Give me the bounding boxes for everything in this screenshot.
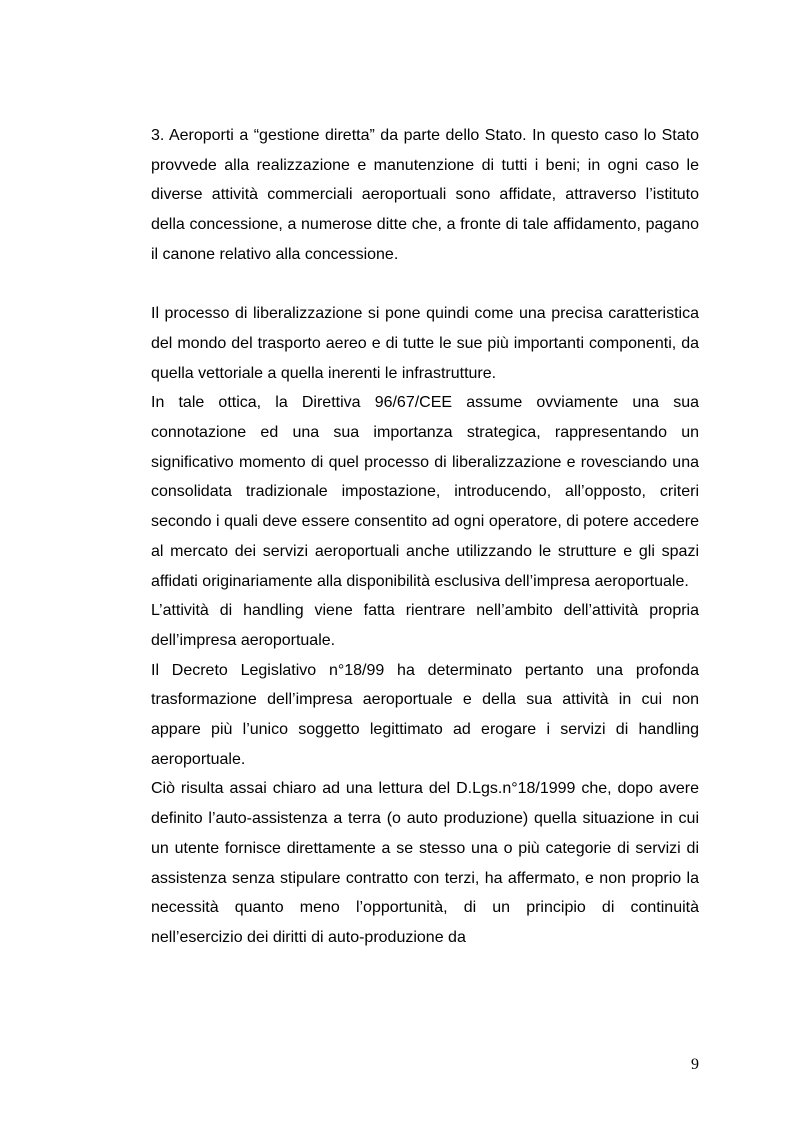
page-body bbox=[151, 121, 699, 953]
paragraph-self-handling: Ciò risulta assai chiaro ad una lettura del D.Lgs.n°18/1999 che, dopo avere definito l’auto-assistenza a terra (o auto produzione) quella situazione in cui un utente fornisce direttamente a se stesso una o più categorie di servizi di assistenza senza stipulare contratto con terzi, ha affermato, e non proprio la necessità quanto meno l’opportunità, di un principio di continuità nell’esercizio dei diritti di auto-produzione da bbox=[151, 780, 699, 946]
paragraph-state-airports: 3. Aeroporti a “gestione diretta” da parte dello Stato. In questo caso lo Stato provvede alla realizzazione e manutenzione di tutti i beni; in ogni caso le diverse attività commerciali aeroportuali sono affidate, attraverso l’istituto della concessione, a numerose ditte che, a fronte di tale affidamento, pagano il canone relativo alla concessione. bbox=[151, 127, 699, 263]
paragraph-decree: Il Decreto Legislativo n°18/99 ha determinato pertanto una profonda trasformazione dell’impresa aeroportuale e della sua attività in cui non appare più l’unico soggetto legittimato ad erogare i servizi di handling aeroportuale. bbox=[151, 661, 699, 768]
paragraph-directive: In tale ottica, la Direttiva 96/67/CEE assume ovviamente una sua connotazione ed una sua importanza strategica, rappresentando un significativo momento di quel processo di liberalizzazione e rovesciando una consolidata tradizionale impostazione, introducendo, all’opposto, criteri secondo i quali deve essere consentito ad ogni operatore, di potere accedere al mercato dei servizi aeroportuali anche utilizzando le strutture e gli spazi affidati originariamente alla disponibilità esclusiva dell’impresa aeroportuale. bbox=[151, 394, 699, 590]
page-number: 9 bbox=[691, 1056, 699, 1073]
paragraph-spacer bbox=[151, 270, 699, 300]
paragraph-handling: L’attività di handling viene fatta rientrare nell’ambito dell’attività propria dell’impresa aeroportuale. bbox=[151, 602, 699, 649]
paragraph-liberalization: Il processo di liberalizzazione si pone quindi come una precisa caratteristica del mondo del trasporto aereo e di tutte le sue più importanti componenti, da quella vettoriale a quella inerenti le infrastrutture. bbox=[151, 305, 699, 382]
